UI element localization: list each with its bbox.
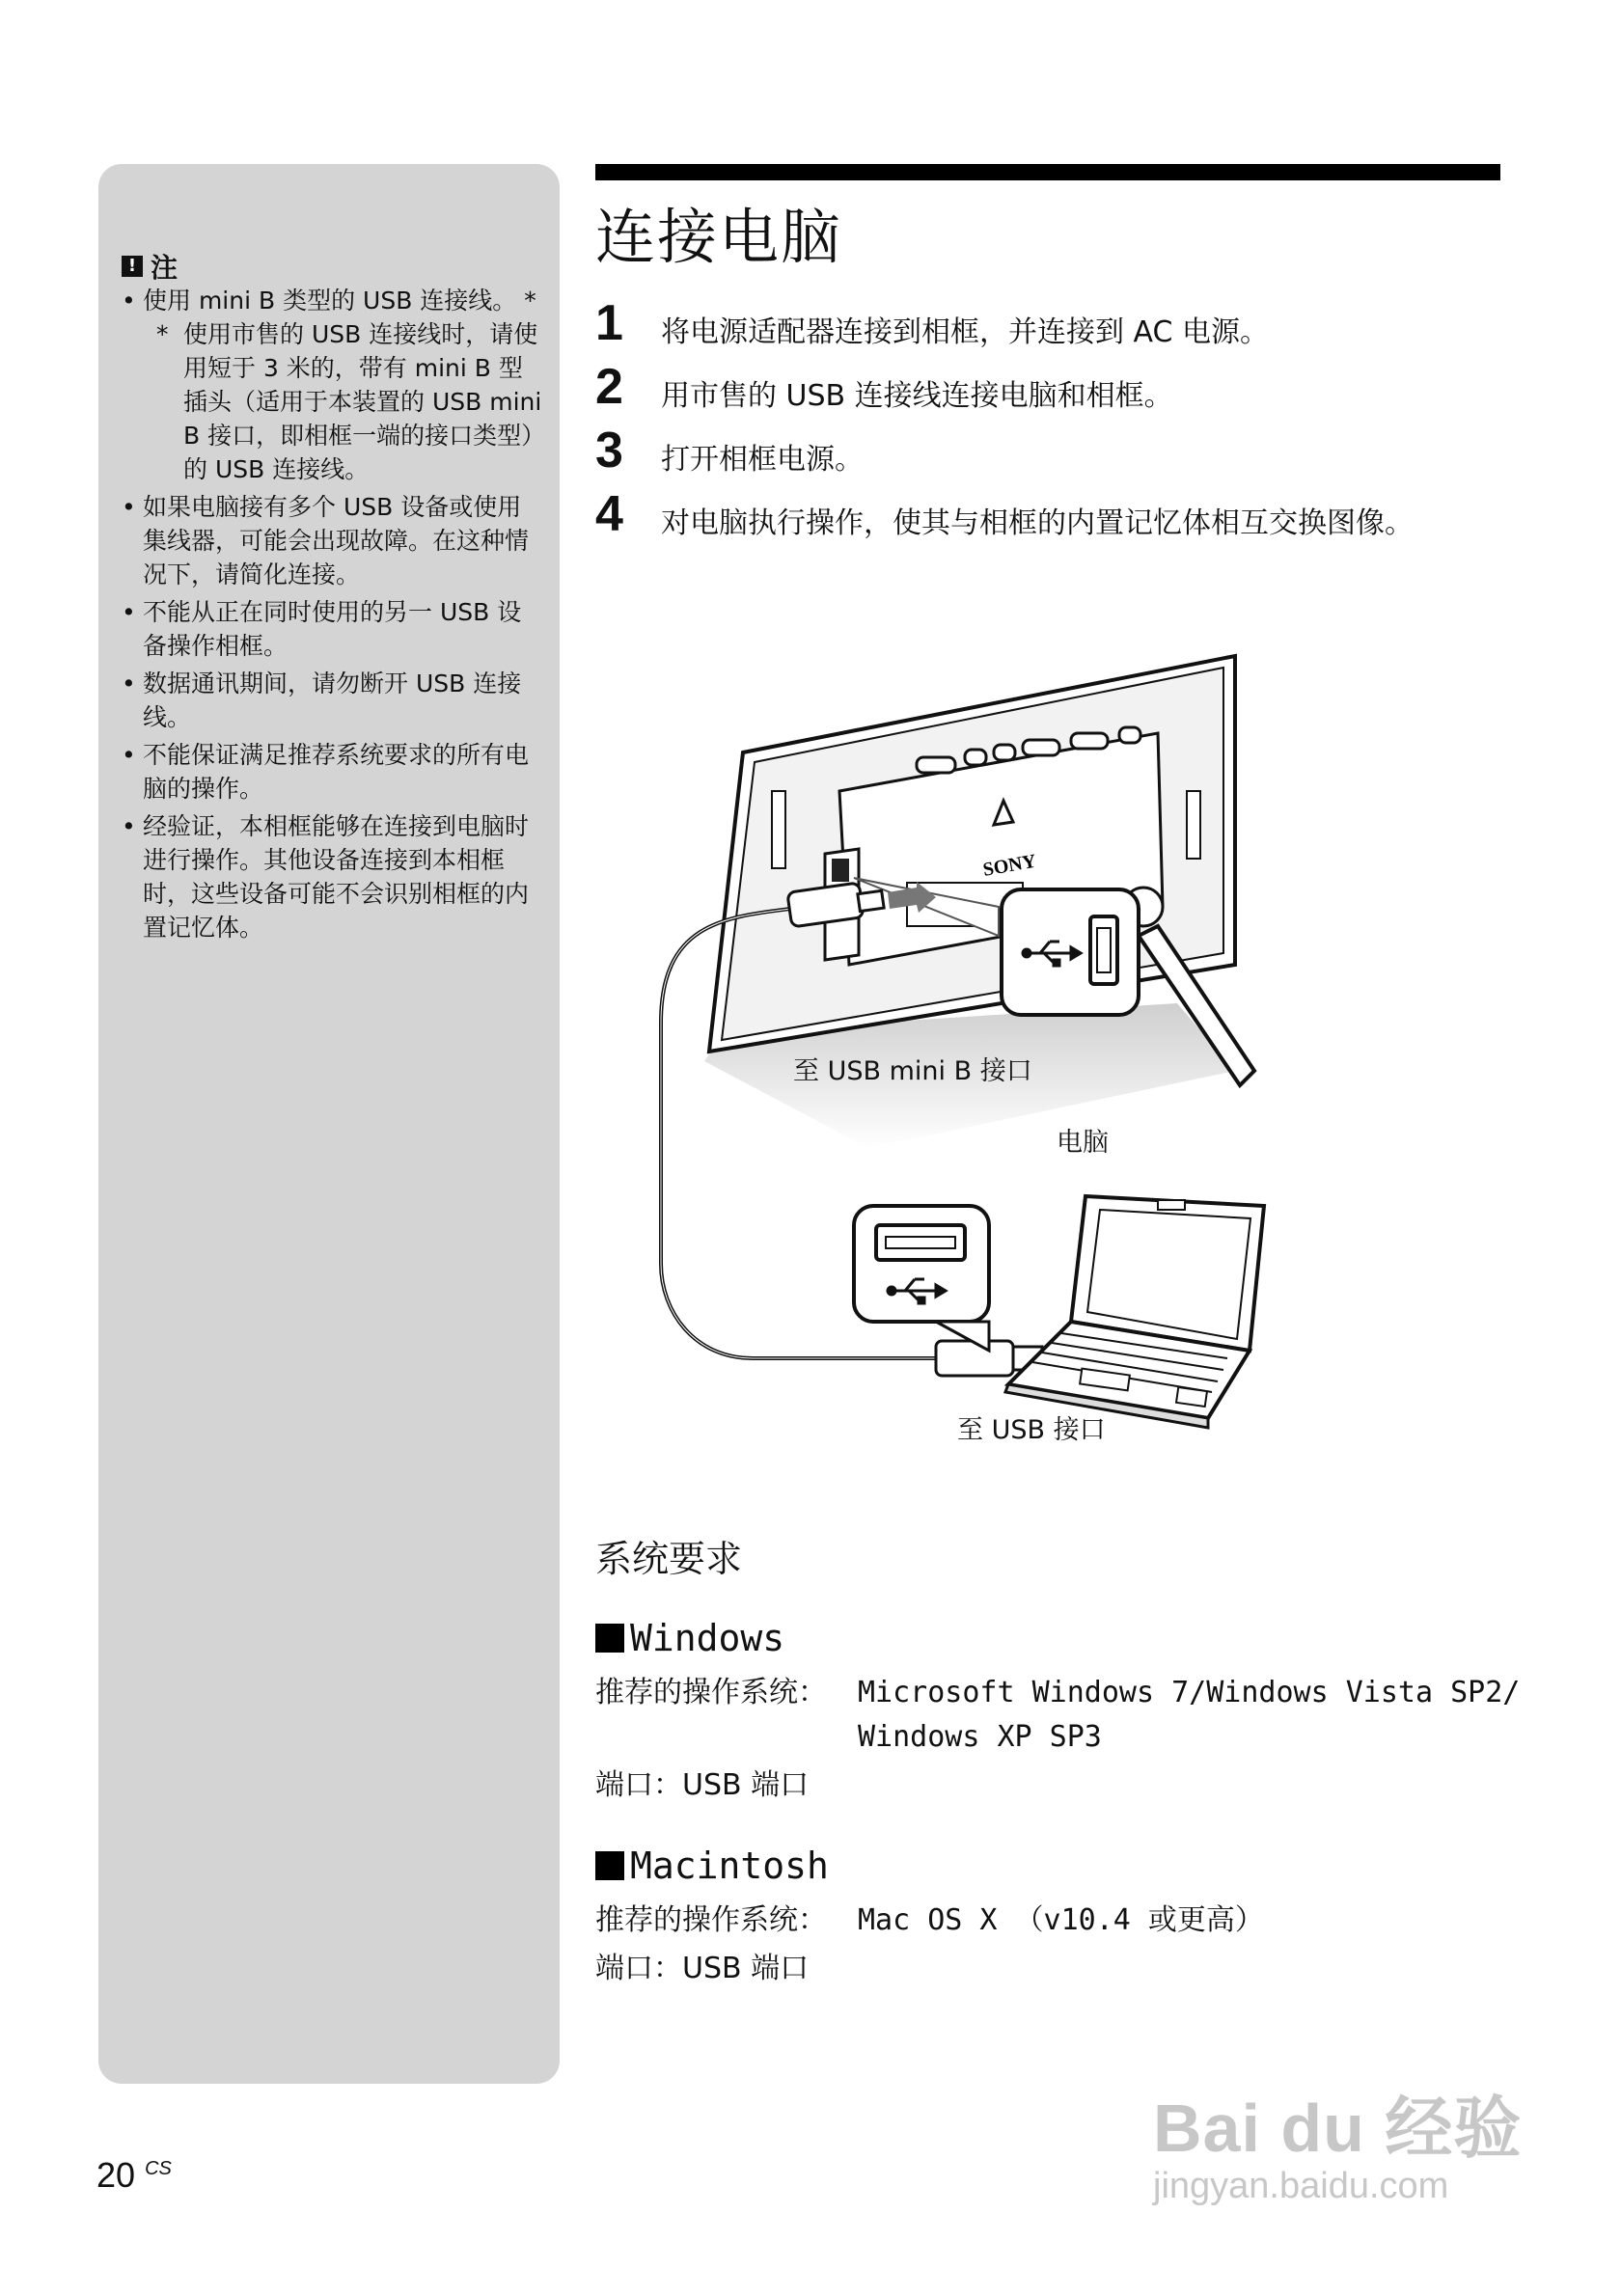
watermark-logo: Bai du 经验 xyxy=(1153,2091,1523,2166)
note-item: • 数据通讯期间，请勿断开 USB 连接线。 xyxy=(120,667,544,734)
notes-list xyxy=(120,284,544,948)
step-text: 打开相框电源。 xyxy=(661,443,864,477)
step-number: 4 xyxy=(595,486,623,542)
watermark-url: jingyan.baidu.com xyxy=(1153,2166,1449,2206)
mac-os-requirement: 推荐的操作系统： Mac OS X （v10.4 或更高） xyxy=(595,1903,1264,1937)
square-bullet-icon xyxy=(595,1624,624,1653)
mac-port-requirement: 端口：USB 端口 xyxy=(595,1952,810,1985)
windows-os-requirement: 推荐的操作系统： Microsoft Windows 7/Windows Vista SP2/ xyxy=(595,1676,1521,1709)
note-item: • 不能保证满足推荐系统要求的所有电脑的操作。 xyxy=(120,738,544,806)
note-title: 注 xyxy=(151,252,179,284)
system-requirements-title: 系统要求 xyxy=(595,1538,743,1580)
baidu-watermark xyxy=(1153,2074,1522,2207)
step-number: 2 xyxy=(595,359,623,415)
note-footnote: * 使用市售的 USB 连接线时，请使用短于 3 米的，带有 mini B 型插头（适用于本装置的 USB mini B 接口，即相框一端的接口类型）的 USB 连接线。 xyxy=(156,320,542,483)
note-item: • 经验证，本相框能够在连接到电脑时进行操作。其他设备连接到本相框时，这些设备可能不会识别相框的内置记忆体。 xyxy=(120,809,544,944)
step-text: 用市售的 USB 连接线连接电脑和相框。 xyxy=(661,379,1173,413)
square-bullet-icon xyxy=(595,1851,624,1880)
brand-logo: SONY xyxy=(981,850,1038,881)
step-text: 将电源适配器连接到相框，并连接到 AC 电源。 xyxy=(661,315,1270,349)
caution-icon: ! xyxy=(122,256,143,277)
windows-port-requirement: 端口：USB 端口 xyxy=(595,1768,810,1802)
step-number: 3 xyxy=(595,423,623,478)
page-title: 连接电脑 xyxy=(595,202,843,272)
laptop-computer xyxy=(1005,1196,1264,1428)
note-item: • 使用 mini B 类型的 USB 连接线。 * * 使用市售的 USB 连接线时，请使用短于 3 米的，带有 mini B 型插头（适用于本装置的 USB mini B 接口，即相框一端的接口类型）的 USB 连接线。 xyxy=(120,284,544,486)
note-item: • 不能从正在同时使用的另一 USB 设备操作相框。 xyxy=(120,595,544,663)
note-item: • 如果电脑接有多个 USB 设备或使用集线器，可能会出现故障。在这种情况下，请简化连接。 xyxy=(120,490,544,591)
note-heading xyxy=(122,247,178,286)
connection-illustration xyxy=(618,646,1274,1466)
label-to-mini-b: 至 USB mini B 接口 xyxy=(793,1056,1032,1086)
section-rule xyxy=(595,164,1500,180)
macintosh-heading: Macintosh xyxy=(595,1845,829,1887)
page-number: 20 $^{CS}$ xyxy=(96,2155,172,2195)
step-text: 对电脑执行操作，使其与相框的内置记忆体相互交换图像。 xyxy=(661,506,1414,540)
windows-heading: Windows xyxy=(595,1617,784,1659)
label-to-usb: 至 USB 接口 xyxy=(957,1415,1106,1445)
label-computer: 电脑 xyxy=(1057,1128,1109,1158)
step-number: 1 xyxy=(595,295,623,351)
